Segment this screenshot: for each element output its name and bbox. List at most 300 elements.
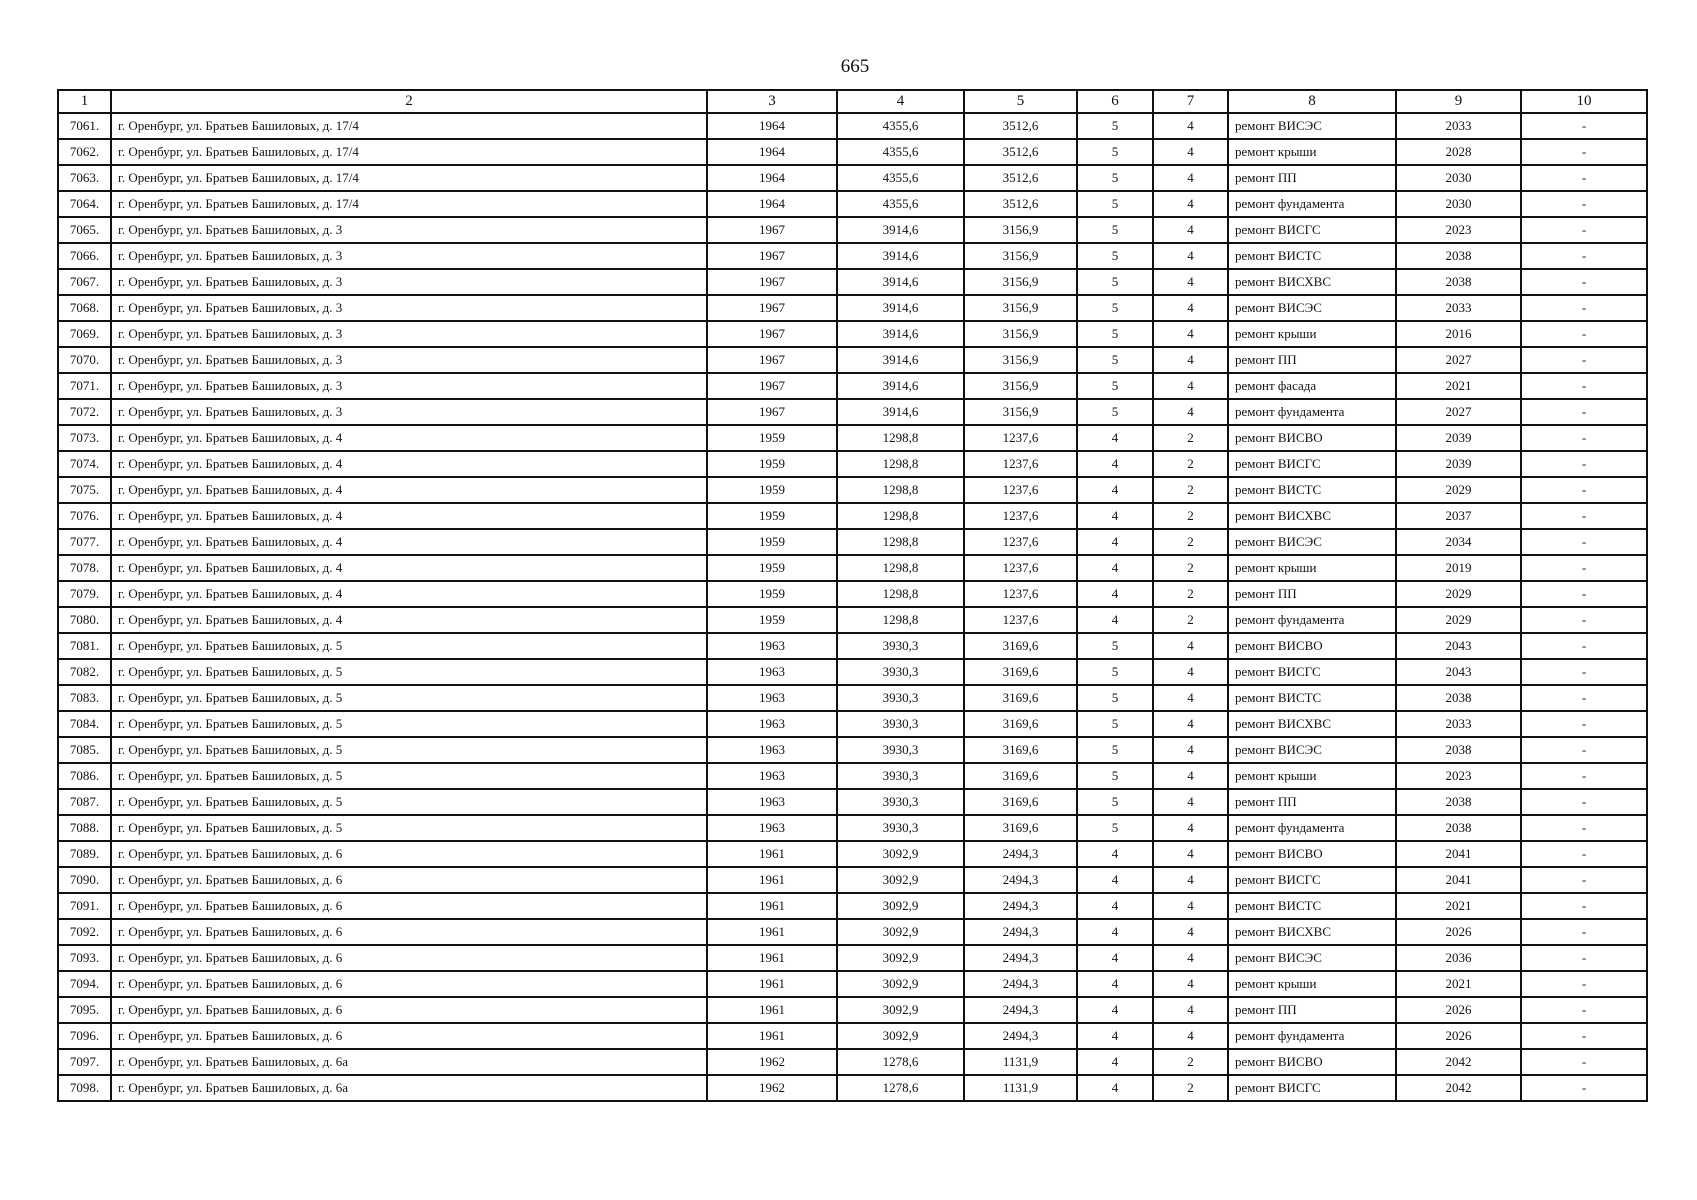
cell-row-number: 7073. — [58, 425, 111, 451]
cell-row-number: 7091. — [58, 893, 111, 919]
cell-address: г. Оренбург, ул. Братьев Башиловых, д. 6 — [111, 997, 707, 1023]
cell-floors: 4 — [1077, 893, 1153, 919]
cell-row-number: 7071. — [58, 373, 111, 399]
cell-build-year: 1967 — [707, 269, 837, 295]
cell-planned-year: 2033 — [1396, 113, 1521, 139]
cell-work-type: ремонт ПП — [1228, 581, 1396, 607]
cell-planned-year: 2039 — [1396, 425, 1521, 451]
cell-row-number: 7081. — [58, 633, 111, 659]
table-row — [58, 789, 1647, 815]
cell-planned-year: 2016 — [1396, 321, 1521, 347]
cell-work-type: ремонт ВИСВО — [1228, 841, 1396, 867]
table-row — [58, 737, 1647, 763]
cell-work-type: ремонт ВИСТС — [1228, 893, 1396, 919]
cell-planned-year: 2027 — [1396, 347, 1521, 373]
cell-total-area: 3914,6 — [837, 269, 964, 295]
table-row — [58, 139, 1647, 165]
page-number: 665 — [840, 56, 870, 77]
cell-work-type: ремонт ВИСХВС — [1228, 711, 1396, 737]
cell-total-area: 4355,6 — [837, 113, 964, 139]
header-cell-address: 2 — [111, 90, 707, 113]
table-row — [58, 581, 1647, 607]
cell-entrances: 4 — [1153, 633, 1228, 659]
cell-col-10: - — [1521, 1023, 1647, 1049]
cell-work-type: ремонт фундамента — [1228, 1023, 1396, 1049]
cell-col-10: - — [1521, 165, 1647, 191]
cell-planned-year: 2026 — [1396, 919, 1521, 945]
cell-planned-year: 2029 — [1396, 477, 1521, 503]
cell-living-area: 3156,9 — [964, 295, 1077, 321]
cell-address: г. Оренбург, ул. Братьев Башиловых, д. 17/4 — [111, 139, 707, 165]
cell-total-area: 1298,8 — [837, 607, 964, 633]
cell-col-10: - — [1521, 373, 1647, 399]
cell-address: г. Оренбург, ул. Братьев Башиловых, д. 5 — [111, 737, 707, 763]
cell-address: г. Оренбург, ул. Братьев Башиловых, д. 5 — [111, 815, 707, 841]
cell-total-area: 3930,3 — [837, 633, 964, 659]
cell-row-number: 7064. — [58, 191, 111, 217]
cell-build-year: 1959 — [707, 503, 837, 529]
cell-build-year: 1961 — [707, 919, 837, 945]
cell-address: г. Оренбург, ул. Братьев Башиловых, д. 5 — [111, 659, 707, 685]
cell-work-type: ремонт ВИСВО — [1228, 425, 1396, 451]
cell-col-10: - — [1521, 893, 1647, 919]
cell-entrances: 4 — [1153, 659, 1228, 685]
cell-build-year: 1963 — [707, 633, 837, 659]
cell-living-area: 2494,3 — [964, 945, 1077, 971]
cell-living-area: 3169,6 — [964, 659, 1077, 685]
repair-schedule-table — [57, 89, 1648, 1102]
cell-col-10: - — [1521, 711, 1647, 737]
cell-build-year: 1961 — [707, 997, 837, 1023]
cell-row-number: 7078. — [58, 555, 111, 581]
cell-address: г. Оренбург, ул. Братьев Башиловых, д. 3 — [111, 217, 707, 243]
cell-address: г. Оренбург, ул. Братьев Башиловых, д. 3 — [111, 243, 707, 269]
cell-row-number: 7067. — [58, 269, 111, 295]
cell-build-year: 1967 — [707, 347, 837, 373]
cell-work-type: ремонт ПП — [1228, 165, 1396, 191]
cell-floors: 4 — [1077, 945, 1153, 971]
cell-living-area: 3512,6 — [964, 191, 1077, 217]
cell-row-number: 7069. — [58, 321, 111, 347]
cell-col-10: - — [1521, 399, 1647, 425]
cell-planned-year: 2038 — [1396, 685, 1521, 711]
cell-entrances: 4 — [1153, 347, 1228, 373]
table-row — [58, 815, 1647, 841]
cell-row-number: 7082. — [58, 659, 111, 685]
cell-row-number: 7089. — [58, 841, 111, 867]
cell-col-10: - — [1521, 321, 1647, 347]
table-row — [58, 113, 1647, 139]
cell-entrances: 4 — [1153, 737, 1228, 763]
cell-living-area: 3156,9 — [964, 373, 1077, 399]
table-row — [58, 763, 1647, 789]
cell-build-year: 1959 — [707, 425, 837, 451]
cell-row-number: 7094. — [58, 971, 111, 997]
table-row — [58, 295, 1647, 321]
cell-col-10: - — [1521, 217, 1647, 243]
cell-row-number: 7072. — [58, 399, 111, 425]
cell-row-number: 7079. — [58, 581, 111, 607]
table-row — [58, 919, 1647, 945]
cell-address: г. Оренбург, ул. Братьев Башиловых, д. 3 — [111, 321, 707, 347]
cell-living-area: 2494,3 — [964, 919, 1077, 945]
cell-total-area: 3092,9 — [837, 971, 964, 997]
cell-row-number: 7074. — [58, 451, 111, 477]
cell-living-area: 1237,6 — [964, 503, 1077, 529]
cell-floors: 5 — [1077, 399, 1153, 425]
cell-row-number: 7096. — [58, 1023, 111, 1049]
table-row — [58, 893, 1647, 919]
cell-total-area: 1278,6 — [837, 1049, 964, 1075]
cell-total-area: 1298,8 — [837, 477, 964, 503]
cell-work-type: ремонт фундамента — [1228, 191, 1396, 217]
cell-address: г. Оренбург, ул. Братьев Башиловых, д. 6 — [111, 841, 707, 867]
cell-work-type: ремонт ВИСЭС — [1228, 529, 1396, 555]
cell-build-year: 1959 — [707, 607, 837, 633]
cell-build-year: 1961 — [707, 841, 837, 867]
cell-entrances: 4 — [1153, 763, 1228, 789]
cell-row-number: 7097. — [58, 1049, 111, 1075]
cell-address: г. Оренбург, ул. Братьев Башиловых, д. 6 — [111, 867, 707, 893]
table-row — [58, 841, 1647, 867]
cell-entrances: 4 — [1153, 945, 1228, 971]
cell-entrances: 4 — [1153, 867, 1228, 893]
table-row — [58, 529, 1647, 555]
cell-row-number: 7088. — [58, 815, 111, 841]
cell-address: г. Оренбург, ул. Братьев Башиловых, д. 5 — [111, 685, 707, 711]
cell-address: г. Оренбург, ул. Братьев Башиловых, д. 4 — [111, 555, 707, 581]
cell-build-year: 1959 — [707, 477, 837, 503]
cell-total-area: 1298,8 — [837, 425, 964, 451]
header-cell-living-area: 5 — [964, 90, 1077, 113]
cell-total-area: 3092,9 — [837, 945, 964, 971]
cell-floors: 5 — [1077, 165, 1153, 191]
cell-entrances: 4 — [1153, 269, 1228, 295]
cell-total-area: 3092,9 — [837, 919, 964, 945]
table-row — [58, 945, 1647, 971]
table-row — [58, 659, 1647, 685]
table-row — [58, 321, 1647, 347]
cell-row-number: 7085. — [58, 737, 111, 763]
cell-floors: 5 — [1077, 659, 1153, 685]
cell-row-number: 7070. — [58, 347, 111, 373]
cell-work-type: ремонт ВИСТС — [1228, 685, 1396, 711]
cell-total-area: 3930,3 — [837, 659, 964, 685]
cell-row-number: 7080. — [58, 607, 111, 633]
cell-living-area: 2494,3 — [964, 867, 1077, 893]
cell-living-area: 2494,3 — [964, 841, 1077, 867]
cell-work-type: ремонт крыши — [1228, 971, 1396, 997]
cell-living-area: 3169,6 — [964, 815, 1077, 841]
cell-build-year: 1963 — [707, 685, 837, 711]
cell-floors: 4 — [1077, 1023, 1153, 1049]
cell-floors: 5 — [1077, 139, 1153, 165]
cell-work-type: ремонт ВИСХВС — [1228, 269, 1396, 295]
cell-total-area: 3914,6 — [837, 373, 964, 399]
cell-col-10: - — [1521, 607, 1647, 633]
cell-address: г. Оренбург, ул. Братьев Башиловых, д. 3 — [111, 269, 707, 295]
cell-entrances: 4 — [1153, 191, 1228, 217]
cell-planned-year: 2023 — [1396, 763, 1521, 789]
cell-total-area: 3914,6 — [837, 217, 964, 243]
cell-build-year: 1961 — [707, 893, 837, 919]
cell-living-area: 3512,6 — [964, 139, 1077, 165]
cell-total-area: 4355,6 — [837, 165, 964, 191]
cell-row-number: 7068. — [58, 295, 111, 321]
cell-build-year: 1967 — [707, 217, 837, 243]
cell-floors: 4 — [1077, 425, 1153, 451]
cell-col-10: - — [1521, 503, 1647, 529]
cell-col-10: - — [1521, 737, 1647, 763]
table-row — [58, 1023, 1647, 1049]
cell-total-area: 3092,9 — [837, 1023, 964, 1049]
cell-floors: 4 — [1077, 1049, 1153, 1075]
cell-planned-year: 2036 — [1396, 945, 1521, 971]
cell-build-year: 1959 — [707, 529, 837, 555]
cell-entrances: 4 — [1153, 217, 1228, 243]
cell-planned-year: 2030 — [1396, 191, 1521, 217]
cell-work-type: ремонт ВИСВО — [1228, 1049, 1396, 1075]
cell-entrances: 4 — [1153, 295, 1228, 321]
table-row — [58, 1075, 1647, 1101]
cell-col-10: - — [1521, 633, 1647, 659]
cell-col-10: - — [1521, 867, 1647, 893]
cell-total-area: 3930,3 — [837, 789, 964, 815]
cell-entrances: 2 — [1153, 477, 1228, 503]
cell-living-area: 1131,9 — [964, 1075, 1077, 1101]
table-row — [58, 867, 1647, 893]
cell-total-area: 1298,8 — [837, 529, 964, 555]
cell-living-area: 3169,6 — [964, 633, 1077, 659]
cell-row-number: 7077. — [58, 529, 111, 555]
cell-floors: 4 — [1077, 919, 1153, 945]
cell-build-year: 1961 — [707, 971, 837, 997]
cell-address: г. Оренбург, ул. Братьев Башиловых, д. 17/4 — [111, 191, 707, 217]
cell-col-10: - — [1521, 295, 1647, 321]
cell-total-area: 4355,6 — [837, 139, 964, 165]
cell-planned-year: 2021 — [1396, 373, 1521, 399]
cell-build-year: 1963 — [707, 763, 837, 789]
table-row — [58, 243, 1647, 269]
cell-work-type: ремонт крыши — [1228, 763, 1396, 789]
cell-floors: 5 — [1077, 243, 1153, 269]
cell-work-type: ремонт ВИСЭС — [1228, 737, 1396, 763]
cell-address: г. Оренбург, ул. Братьев Башиловых, д. 3 — [111, 373, 707, 399]
cell-living-area: 3156,9 — [964, 269, 1077, 295]
cell-col-10: - — [1521, 685, 1647, 711]
cell-entrances: 4 — [1153, 399, 1228, 425]
cell-work-type: ремонт крыши — [1228, 321, 1396, 347]
cell-floors: 4 — [1077, 607, 1153, 633]
header-cell-build-year: 3 — [707, 90, 837, 113]
cell-floors: 5 — [1077, 295, 1153, 321]
cell-entrances: 4 — [1153, 243, 1228, 269]
cell-total-area: 3930,3 — [837, 711, 964, 737]
cell-work-type: ремонт крыши — [1228, 139, 1396, 165]
cell-row-number: 7095. — [58, 997, 111, 1023]
cell-address: г. Оренбург, ул. Братьев Башиловых, д. 6 — [111, 1023, 707, 1049]
cell-planned-year: 2043 — [1396, 633, 1521, 659]
cell-address: г. Оренбург, ул. Братьев Башиловых, д. 4 — [111, 451, 707, 477]
cell-work-type: ремонт фундамента — [1228, 815, 1396, 841]
cell-work-type: ремонт ВИСГС — [1228, 451, 1396, 477]
cell-col-10: - — [1521, 789, 1647, 815]
cell-address: г. Оренбург, ул. Братьев Башиловых, д. 3 — [111, 399, 707, 425]
cell-floors: 5 — [1077, 685, 1153, 711]
table-row — [58, 425, 1647, 451]
cell-planned-year: 2019 — [1396, 555, 1521, 581]
cell-row-number: 7075. — [58, 477, 111, 503]
cell-planned-year: 2038 — [1396, 737, 1521, 763]
cell-row-number: 7065. — [58, 217, 111, 243]
cell-planned-year: 2023 — [1396, 217, 1521, 243]
cell-planned-year: 2042 — [1396, 1075, 1521, 1101]
cell-planned-year: 2026 — [1396, 997, 1521, 1023]
cell-entrances: 2 — [1153, 503, 1228, 529]
cell-col-10: - — [1521, 997, 1647, 1023]
cell-address: г. Оренбург, ул. Братьев Башиловых, д. 3 — [111, 295, 707, 321]
cell-col-10: - — [1521, 555, 1647, 581]
table-row — [58, 191, 1647, 217]
table-row — [58, 503, 1647, 529]
table-row — [58, 711, 1647, 737]
cell-planned-year: 2038 — [1396, 269, 1521, 295]
cell-row-number: 7086. — [58, 763, 111, 789]
header-cell-planned-year: 9 — [1396, 90, 1521, 113]
cell-entrances: 4 — [1153, 685, 1228, 711]
cell-work-type: ремонт ПП — [1228, 789, 1396, 815]
cell-living-area: 3156,9 — [964, 217, 1077, 243]
cell-work-type: ремонт ВИСЭС — [1228, 945, 1396, 971]
cell-total-area: 3092,9 — [837, 867, 964, 893]
cell-entrances: 4 — [1153, 893, 1228, 919]
table-row — [58, 399, 1647, 425]
cell-build-year: 1964 — [707, 139, 837, 165]
cell-total-area: 3092,9 — [837, 841, 964, 867]
cell-floors: 5 — [1077, 815, 1153, 841]
cell-address: г. Оренбург, ул. Братьев Башиловых, д. 6 — [111, 971, 707, 997]
cell-total-area: 3930,3 — [837, 763, 964, 789]
cell-living-area: 1237,6 — [964, 425, 1077, 451]
cell-row-number: 7092. — [58, 919, 111, 945]
cell-work-type: ремонт ВИСТС — [1228, 243, 1396, 269]
cell-living-area: 3156,9 — [964, 321, 1077, 347]
cell-total-area: 3930,3 — [837, 815, 964, 841]
cell-entrances: 4 — [1153, 841, 1228, 867]
cell-total-area: 3914,6 — [837, 321, 964, 347]
cell-address: г. Оренбург, ул. Братьев Башиловых, д. 4 — [111, 425, 707, 451]
cell-living-area: 3156,9 — [964, 347, 1077, 373]
cell-floors: 5 — [1077, 217, 1153, 243]
cell-total-area: 1298,8 — [837, 555, 964, 581]
cell-build-year: 1961 — [707, 945, 837, 971]
table-row — [58, 971, 1647, 997]
cell-planned-year: 2026 — [1396, 1023, 1521, 1049]
cell-entrances: 4 — [1153, 1023, 1228, 1049]
cell-address: г. Оренбург, ул. Братьев Башиловых, д. 17/4 — [111, 113, 707, 139]
cell-total-area: 3914,6 — [837, 295, 964, 321]
header-cell-entrances: 7 — [1153, 90, 1228, 113]
cell-entrances: 4 — [1153, 919, 1228, 945]
cell-living-area: 1131,9 — [964, 1049, 1077, 1075]
cell-row-number: 7076. — [58, 503, 111, 529]
cell-floors: 5 — [1077, 113, 1153, 139]
cell-col-10: - — [1521, 243, 1647, 269]
cell-planned-year: 2033 — [1396, 711, 1521, 737]
table-row — [58, 685, 1647, 711]
cell-address: г. Оренбург, ул. Братьев Башиловых, д. 5 — [111, 711, 707, 737]
cell-build-year: 1963 — [707, 711, 837, 737]
cell-work-type: ремонт ПП — [1228, 997, 1396, 1023]
cell-entrances: 4 — [1153, 139, 1228, 165]
cell-planned-year: 2029 — [1396, 607, 1521, 633]
cell-col-10: - — [1521, 1075, 1647, 1101]
cell-row-number: 7098. — [58, 1075, 111, 1101]
cell-living-area: 2494,3 — [964, 1023, 1077, 1049]
table-row — [58, 555, 1647, 581]
cell-living-area: 2494,3 — [964, 971, 1077, 997]
cell-planned-year: 2041 — [1396, 867, 1521, 893]
cell-work-type: ремонт ВИСХВС — [1228, 503, 1396, 529]
cell-address: г. Оренбург, ул. Братьев Башиловых, д. 6 — [111, 919, 707, 945]
cell-build-year: 1963 — [707, 815, 837, 841]
cell-col-10: - — [1521, 919, 1647, 945]
cell-work-type: ремонт ВИСГС — [1228, 1075, 1396, 1101]
cell-planned-year: 2039 — [1396, 451, 1521, 477]
cell-col-10: - — [1521, 113, 1647, 139]
cell-entrances: 2 — [1153, 1075, 1228, 1101]
cell-living-area: 2494,3 — [964, 893, 1077, 919]
cell-entrances: 2 — [1153, 607, 1228, 633]
cell-build-year: 1961 — [707, 1023, 837, 1049]
table-body — [58, 113, 1647, 1101]
cell-floors: 4 — [1077, 477, 1153, 503]
header-cell-floors: 6 — [1077, 90, 1153, 113]
header-cell-total-area: 4 — [837, 90, 964, 113]
cell-build-year: 1962 — [707, 1075, 837, 1101]
cell-total-area: 1278,6 — [837, 1075, 964, 1101]
cell-build-year: 1959 — [707, 555, 837, 581]
cell-col-10: - — [1521, 451, 1647, 477]
cell-living-area: 3169,6 — [964, 763, 1077, 789]
cell-floors: 5 — [1077, 347, 1153, 373]
cell-build-year: 1959 — [707, 581, 837, 607]
cell-planned-year: 2034 — [1396, 529, 1521, 555]
cell-col-10: - — [1521, 841, 1647, 867]
cell-build-year: 1963 — [707, 737, 837, 763]
cell-entrances: 4 — [1153, 165, 1228, 191]
cell-living-area: 3156,9 — [964, 243, 1077, 269]
cell-planned-year: 2030 — [1396, 165, 1521, 191]
cell-row-number: 7062. — [58, 139, 111, 165]
table-row — [58, 997, 1647, 1023]
cell-entrances: 4 — [1153, 711, 1228, 737]
cell-col-10: - — [1521, 763, 1647, 789]
cell-address: г. Оренбург, ул. Братьев Башиловых, д. 5 — [111, 633, 707, 659]
cell-build-year: 1963 — [707, 659, 837, 685]
cell-living-area: 1237,6 — [964, 581, 1077, 607]
cell-build-year: 1961 — [707, 867, 837, 893]
cell-address: г. Оренбург, ул. Братьев Башиловых, д. 4 — [111, 477, 707, 503]
cell-floors: 4 — [1077, 1075, 1153, 1101]
cell-floors: 5 — [1077, 789, 1153, 815]
cell-floors: 4 — [1077, 555, 1153, 581]
cell-col-10: - — [1521, 529, 1647, 555]
cell-address: г. Оренбург, ул. Братьев Башиловых, д. 17/4 — [111, 165, 707, 191]
cell-floors: 5 — [1077, 269, 1153, 295]
cell-row-number: 7061. — [58, 113, 111, 139]
cell-living-area: 1237,6 — [964, 555, 1077, 581]
